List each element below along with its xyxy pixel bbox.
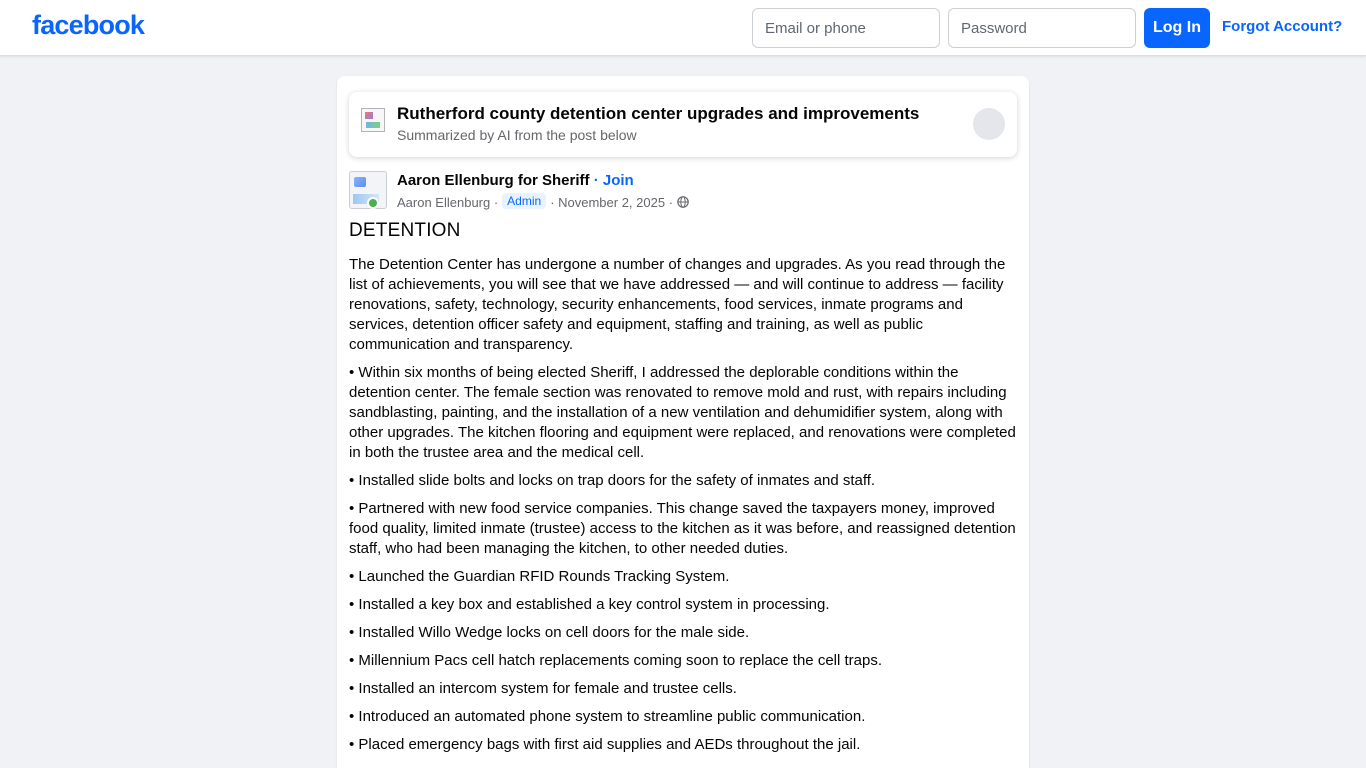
password-input[interactable] [948,8,1136,48]
post-paragraph: • Placed emergency bags with first aid supplies and AEDs throughout the jail. [349,736,861,753]
forgot-account-link[interactable]: Forgot Account? [1222,18,1343,35]
summary-title: Rutherford county detention center upgrades and improvements [397,104,920,123]
join-link[interactable]: · Join [593,172,634,189]
post-paragraph: • Installed Willo Wedge locks on cell doors for the male side. [349,624,750,641]
post-paragraph: • Millennium Pacs cell hatch replacements coming soon to replace the cell traps. [349,652,883,669]
post-paragraph: • Partnered with new food service companies. This change saved the taxpayers money, improved food quality, limited inmate (trustee) access to the kitchen as it was before, and reassigned detention staff, who had been managing the kitchen, to other needed duties. [349,500,1016,557]
facebook-logo[interactable]: facebook [32,10,145,40]
author-name[interactable]: Aaron Ellenburg · [397,194,499,210]
post-date[interactable]: · November 2, 2025 · [550,194,674,210]
summary-action-button[interactable] [973,108,1005,140]
post-card [337,76,1029,768]
post-paragraph: • Installed a key box and established a key control system in processing. [349,596,830,613]
post-paragraph: • Installed slide bolts and locks on trap doors for the safety of inmates and staff. [349,472,876,489]
admin-badge: Admin [502,193,546,209]
post-paragraph: • Launched the Guardian RFID Rounds Tracking System. [349,568,730,585]
group-badge-icon [367,197,379,209]
page-name-link[interactable]: Aaron Ellenburg for Sheriff [397,172,590,189]
post-meta [397,193,689,211]
summary-image-icon [361,108,385,132]
email-input[interactable] [752,8,940,48]
post-paragraph: • Introduced an automated phone system to streamline public communication. [349,708,866,725]
post-body [349,255,1019,763]
post-paragraph: The Detention Center has undergone a number of changes and upgrades. As you read through the list of achievements, you will see that we have addressed — and will continue to address — facility renovations, safety, technology, security enhancements, food services, inmate programs and services, detention officer safety and equipment, staffing and training, as well as public communication and transparency. [349,256,1006,353]
post-page-name [397,172,634,189]
ai-summary-box[interactable] [349,92,1017,157]
top-bar [0,0,1366,56]
post-paragraph: • Installed an intercom system for female and trustee cells. [349,680,737,697]
post-heading: DETENTION [349,220,461,241]
post-paragraph: • Within six months of being elected Sheriff, I addressed the deplorable conditions within the detention center. The female section was renovated to remove mold and rust, with repairs including sandblasting, painting, and the installation of a new ventilation and dehumidifier system, along with other upgrades. The kitchen flooring and equipment were replaced, and renovations were completed in both the trustee area and the medical cell. [349,364,1016,461]
globe-icon [677,196,689,208]
summary-subtitle: Summarized by AI from the post below [397,127,637,143]
login-button[interactable]: Log In [1144,8,1210,48]
